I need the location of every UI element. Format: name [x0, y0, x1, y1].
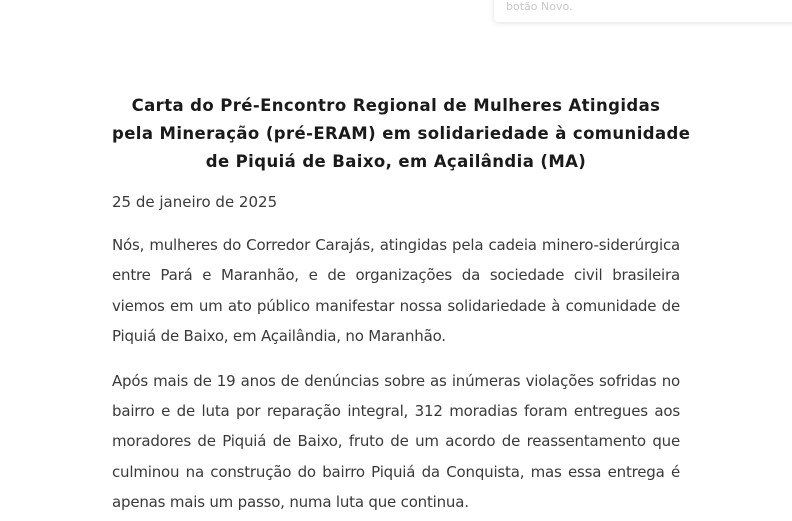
article-paragraph: Após mais de 19 anos de denúncias sobre as inúmeras violações sofridas no bairro e de luta por reparação integral, 312 moradias foram entregues aos moradores de Piquiá de Baixo, fruto de um acordo de reassentamento que culminou na construção do bairro Piquiá da Conquista, mas essa entrega é apenas mais um passo, numa luta que continua.: [112, 371, 680, 512]
title-line: Carta do Pré-Encontro Regional de Mulheres Atingidas: [131, 96, 661, 115]
article-paragraph: Nós, mulheres do Corredor Carajás, atingidas pela cadeia minero-siderúrgica entre Pará e Maranhão, e de organizações da sociedade civil brasileira viemos em um ato público manifestar nossa solidariedade à comunidade de Piquiá de Baixo, em Açailândia, no Maranhão.: [112, 236, 680, 346]
notification-popup: [494, 0, 792, 22]
popup-text: botão Novo.: [506, 0, 573, 13]
article: [112, 92, 691, 518]
article-date: 25 de janeiro de 2025: [112, 193, 278, 211]
title-line: de Piquiá de Baixo, em Açailândia (MA): [205, 152, 587, 171]
article-title: [112, 92, 691, 176]
title-line: pela Mineração (pré-ERAM) em solidariedade à comunidade: [112, 124, 691, 143]
